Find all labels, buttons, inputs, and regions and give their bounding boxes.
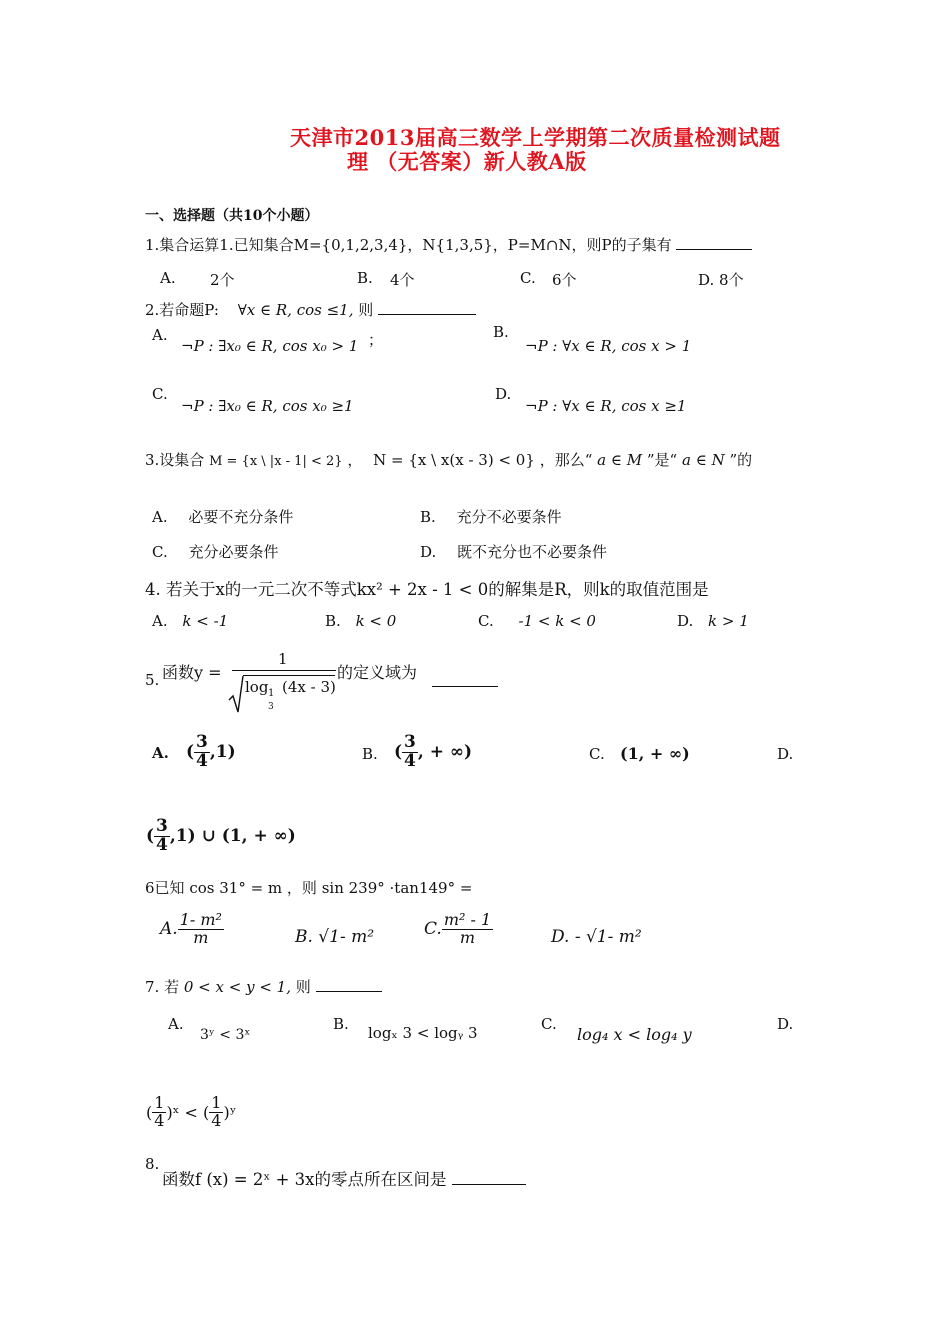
- q2-option-a-semicolon: ；: [368, 331, 384, 349]
- fraction: [154, 818, 170, 855]
- q5-option-d: [146, 818, 296, 855]
- q5-option-d-label: D.: [777, 745, 794, 763]
- question-2-end: 则: [358, 301, 374, 319]
- a-in-n: a ∈ N: [682, 451, 725, 469]
- answer-blank: [452, 1170, 526, 1185]
- q1-option-a-label: A.: [160, 269, 176, 287]
- question-8-text: 函数f (x) = 2ˣ + 3x的零点所在区间是: [162, 1170, 447, 1189]
- q3-option-a: [152, 506, 293, 527]
- q6-option-d: D. - √1- m²: [551, 927, 642, 947]
- sqrt-sign-icon: [228, 674, 244, 714]
- denominator: 4: [404, 750, 416, 771]
- numerator: 1- m²: [179, 910, 222, 929]
- fraction: [442, 912, 493, 947]
- q5-log-base-den: 3: [268, 702, 274, 712]
- q7-option-b-label: B.: [333, 1015, 349, 1033]
- q4-option-a: [152, 612, 228, 630]
- option-label: C.: [152, 543, 168, 561]
- question-5-pre: 函数y =: [162, 663, 222, 682]
- question-2-stem: 2.若命题P:: [145, 301, 219, 319]
- q7-option-d: [146, 1095, 236, 1130]
- option-math: k > 1: [708, 612, 749, 630]
- set-m: M = {x \ |x - 1| < 2}: [209, 454, 343, 469]
- q7-option-c: log₄ x < log₄ y: [577, 1025, 692, 1044]
- question-8: [162, 1166, 526, 1190]
- q5-log-arg: (4x - 3): [282, 678, 336, 696]
- numerator: 1: [211, 1093, 222, 1112]
- question-3-mid2: ”是“: [646, 451, 678, 469]
- option-text: 充分必要条件: [188, 543, 279, 561]
- option-math: k < -1: [182, 612, 229, 630]
- given: cos 31° = m: [189, 879, 283, 897]
- interval-end: ,1) ∪ (1, + ∞): [169, 826, 296, 847]
- question-2-math: ∀x ∈ R, cos ≤1,: [237, 301, 354, 319]
- option-label: D.: [677, 612, 694, 630]
- option-text: 必要不充分条件: [188, 508, 294, 526]
- question-7: [145, 976, 382, 997]
- numerator: 3: [196, 732, 208, 752]
- section-heading: 一、选择题（共10个小题）: [145, 208, 319, 224]
- q1-option-d: D. 8个: [698, 271, 744, 289]
- paren-close: )ʸ: [223, 1102, 237, 1122]
- option-text: 充分不必要条件: [456, 508, 562, 526]
- answer-blank: [432, 672, 498, 687]
- ask: sin 239° ·tan149° =: [321, 879, 473, 897]
- q5-option-c-label: C.: [589, 745, 605, 763]
- question-4: 4. 若关于x的一元二次不等式kx² + 2x - 1 < 0的解集是R，则k的取值范围是: [145, 580, 709, 599]
- option-label: C.: [478, 612, 494, 630]
- option-math: k < 0: [355, 612, 397, 630]
- option-label: B.: [325, 612, 341, 630]
- title-line2: 理 （无答案）新人教A版: [347, 149, 587, 174]
- q3-option-c: [152, 541, 279, 562]
- q7-option-a: 3ʸ < 3ˣ: [200, 1027, 251, 1043]
- sqrt-bar: [243, 675, 335, 676]
- q3-option-d: [420, 541, 607, 562]
- question-8-number: 8.: [145, 1155, 160, 1173]
- fraction-bar: [232, 670, 336, 671]
- inequality: )ˣ < (: [166, 1102, 210, 1122]
- option-label: C.: [424, 919, 442, 940]
- option-label: A.: [152, 508, 168, 526]
- q2-option-b-label: B.: [493, 323, 509, 341]
- q4-option-b: [325, 612, 396, 630]
- option-label: A.: [152, 612, 168, 630]
- fraction: [402, 734, 418, 771]
- interval-end: , + ∞): [417, 742, 473, 763]
- q2-option-d: ¬P : ∀x ∈ R, cos x ≥1: [525, 397, 687, 415]
- paren: (: [146, 826, 155, 847]
- question-3-end: ”的: [729, 451, 753, 469]
- fraction: [209, 1095, 223, 1130]
- answer-blank: [378, 300, 476, 315]
- q6-option-a: [160, 912, 224, 947]
- denominator: 4: [196, 750, 208, 771]
- q5-option-b: [394, 734, 472, 771]
- q2-option-b: ¬P : ∀x ∈ R, cos x > 1: [525, 337, 692, 355]
- numerator: 3: [404, 732, 416, 752]
- option-label: A.: [160, 919, 178, 940]
- numerator: m² - 1: [443, 910, 492, 929]
- question-3-mid: ，那么“: [539, 451, 593, 469]
- q5-numerator: 1: [278, 650, 288, 668]
- question-3: [145, 449, 752, 470]
- denominator: 4: [154, 1110, 165, 1130]
- option-math: -1 < k < 0: [518, 612, 596, 630]
- numerator: 3: [156, 816, 168, 836]
- q5-log-base-num: 1: [268, 688, 275, 699]
- title-line1: 天津市2013届高三数学上学期第二次质量检测试题: [290, 125, 781, 150]
- answer-blank: [676, 235, 752, 250]
- fraction: [152, 1095, 166, 1130]
- question-3-stem: 3.设集合: [145, 451, 205, 469]
- paren: (: [146, 1102, 153, 1122]
- a-in-m: a ∈ M: [597, 451, 643, 469]
- q1-option-c-label: C.: [520, 269, 536, 287]
- q5-option-c: (1, + ∞): [620, 744, 690, 763]
- q2-option-c: ¬P : ∃x₀ ∈ R, cos x₀ ≥1: [181, 397, 354, 415]
- paren: (: [394, 742, 403, 763]
- q6-option-b: B. √1- m²: [295, 927, 375, 947]
- fraction: [194, 734, 210, 771]
- denominator: m: [193, 927, 209, 947]
- q7-option-c-label: C.: [541, 1015, 557, 1033]
- question-5-number: 5.: [145, 671, 160, 689]
- q1-option-c: 6个: [552, 271, 577, 289]
- question-2: [145, 299, 476, 320]
- denominator: 4: [211, 1110, 222, 1130]
- answer-blank: [316, 977, 382, 992]
- option-label: B.: [420, 508, 436, 526]
- question-3-comma: ，: [347, 451, 363, 469]
- question-7-pre: 7. 若: [145, 978, 180, 996]
- q2-option-a: ¬P : ∃x₀ ∈ R, cos x₀ > 1: [181, 337, 359, 355]
- numerator: 1: [154, 1093, 165, 1112]
- condition: 0 < x < y < 1,: [183, 978, 291, 996]
- q4-option-c: [478, 612, 596, 630]
- question-5-post: 的定义域为: [337, 663, 418, 682]
- q2-option-d-label: D.: [495, 385, 512, 403]
- q7-option-a-label: A.: [168, 1015, 184, 1033]
- q1-option-a: 2个: [210, 271, 235, 289]
- denominator: m: [459, 927, 476, 947]
- question-6-mid: ，则: [286, 879, 317, 897]
- paren: (: [186, 742, 195, 763]
- q6-option-c: [424, 912, 493, 947]
- question-7-end: 则: [295, 978, 311, 996]
- q5-log: log: [245, 678, 269, 696]
- set-n: N = {x \ x(x - 3) < 0}: [373, 451, 535, 469]
- question-1: [145, 234, 752, 255]
- q3-option-b: [420, 506, 562, 527]
- q1-option-b-label: B.: [357, 269, 373, 287]
- q7-option-b: logₓ 3 < logᵧ 3: [368, 1024, 478, 1042]
- question-1-text: 1.集合运算1.已知集合M={0,1,2,3,4}，N{1,3,5}，P=M∩N，则P的子集有: [145, 236, 672, 254]
- q5-option-a-label: A.: [152, 744, 169, 762]
- fraction: [178, 912, 224, 947]
- interval-end: ,1): [209, 742, 236, 763]
- q5-option-b-label: B.: [362, 745, 378, 763]
- option-text: 既不充分也不必要条件: [457, 543, 608, 561]
- option-label: D.: [420, 543, 437, 561]
- q2-option-a-label: A.: [152, 326, 168, 344]
- question-6-pre: 6已知: [145, 879, 185, 897]
- q5-option-a: [186, 734, 236, 771]
- q2-option-c-label: C.: [152, 385, 168, 403]
- question-6: [145, 877, 472, 898]
- denominator: 4: [156, 834, 168, 855]
- q4-option-d: [677, 612, 749, 630]
- q7-option-d-label: D.: [777, 1015, 794, 1033]
- q1-option-b: 4个: [390, 271, 415, 289]
